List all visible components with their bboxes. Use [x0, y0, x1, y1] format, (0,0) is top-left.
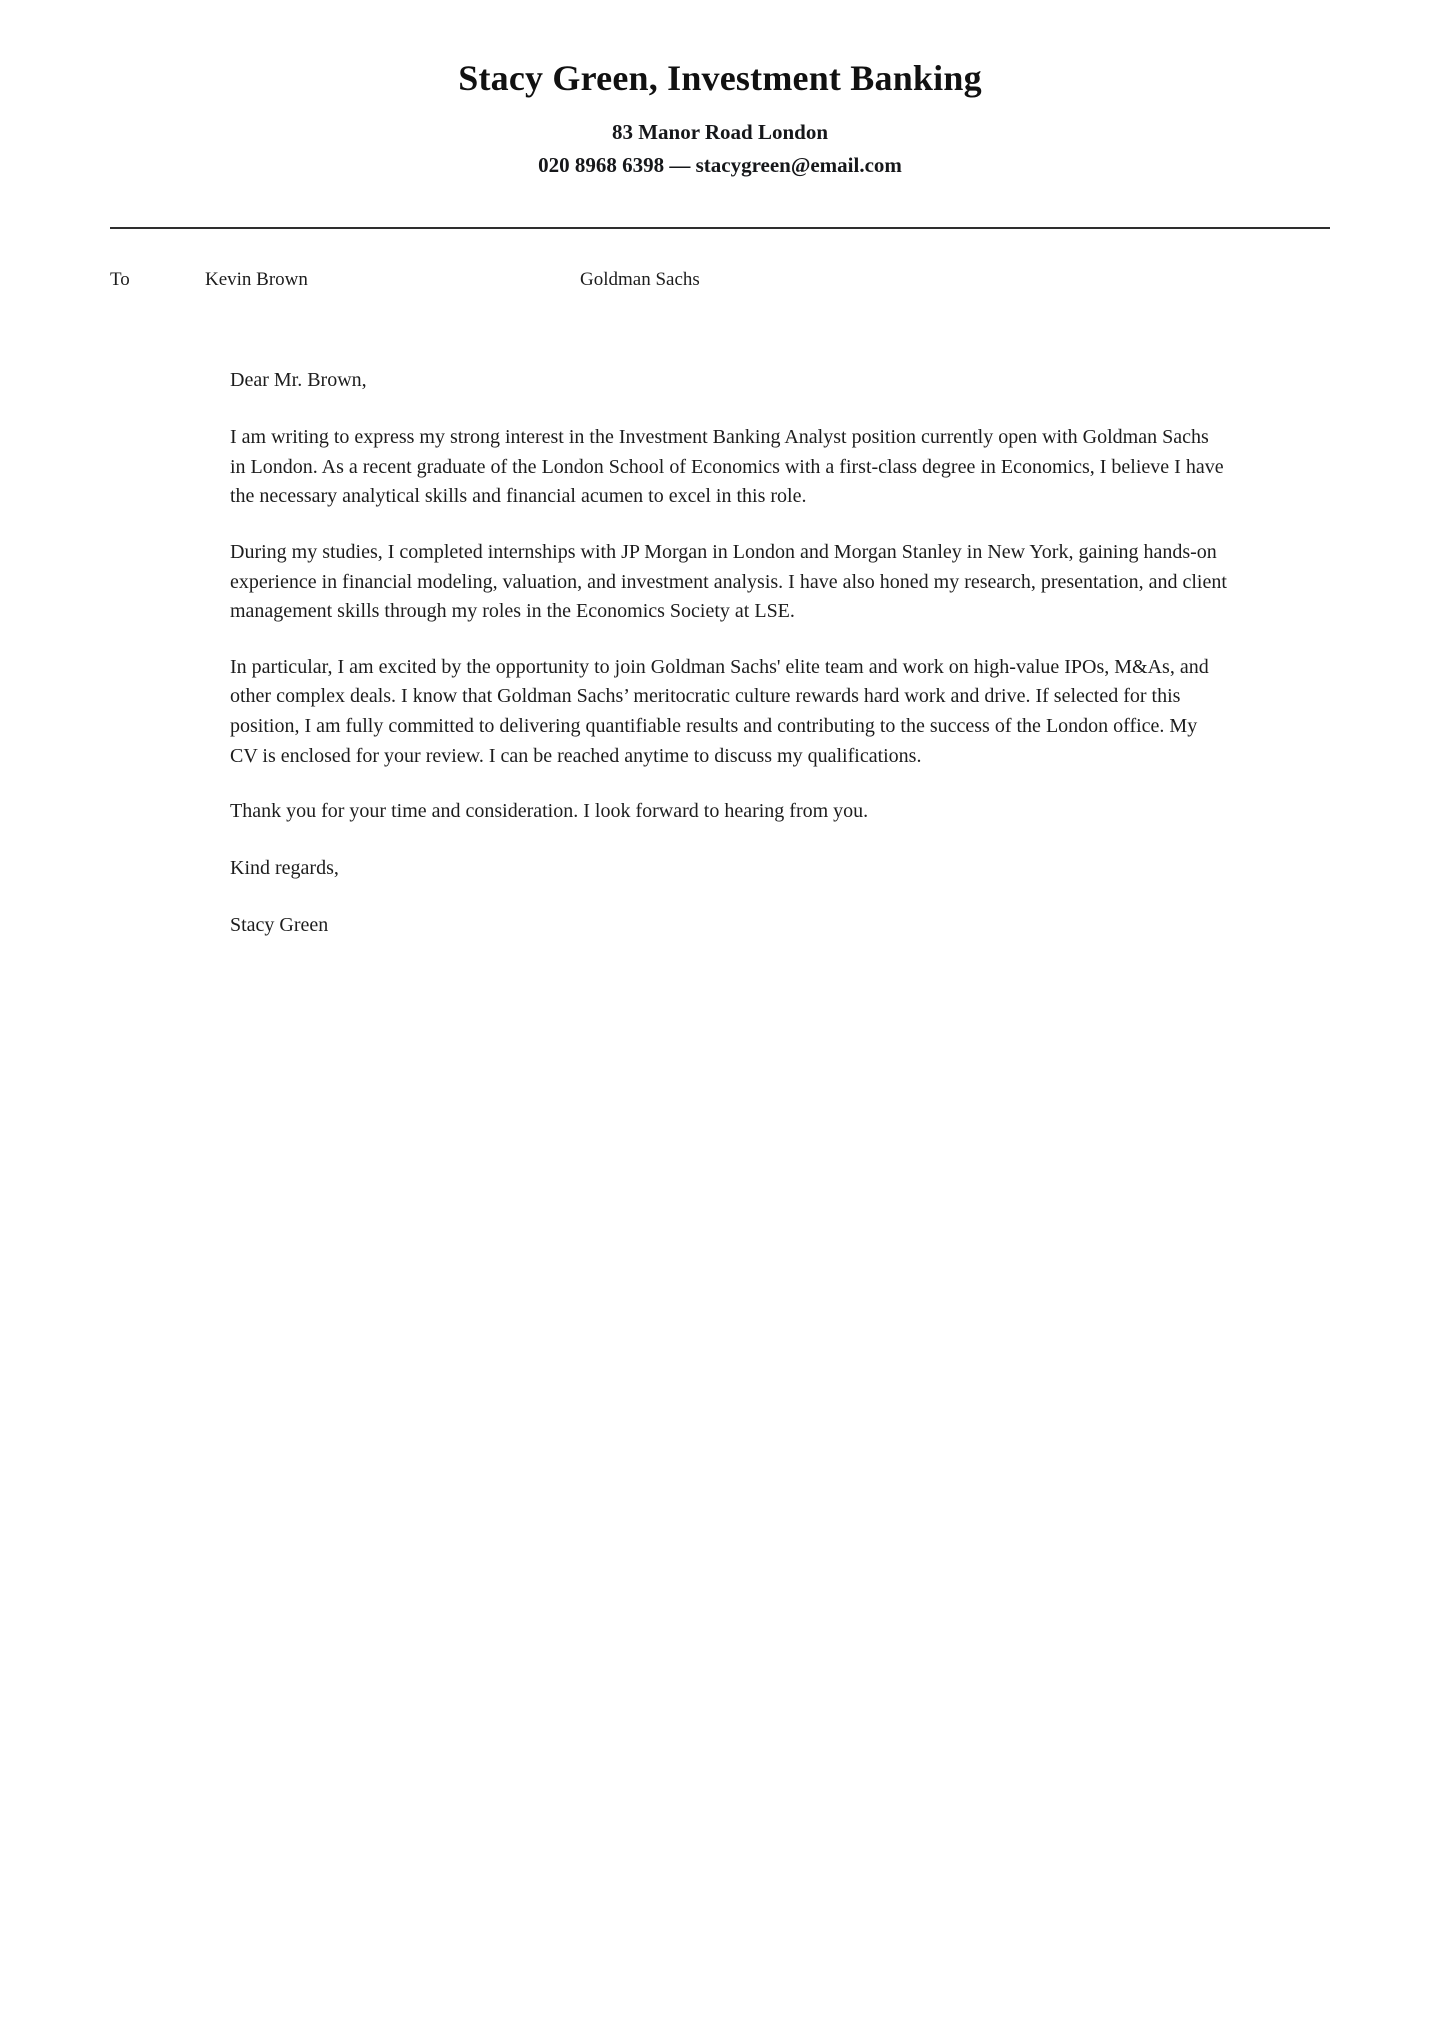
letterhead — [0, 0, 1440, 180]
signature-name: Stacy Green — [230, 913, 329, 936]
body-paragraph-3: In particular, I am excited by the opportunity to join Goldman Sachs' elite team and work on high-value IPOs, M&As, and other complex deals. I know that Goldman Sachs’ meritocratic culture rewards hard work and drive. If selected for this position, I am fully committed to delivering quantifiable results and contributing to the success of the London office. My CV is enclosed for your review. I can be reached anytime to discuss my qualifications. — [230, 655, 1209, 767]
closing-salutation: Kind regards, — [230, 856, 339, 879]
header-divider — [110, 227, 1330, 229]
salutation: Dear Mr. Brown, — [230, 369, 367, 392]
letterhead-address: 83 Manor Road London — [611, 120, 829, 144]
recipient-name: Kevin Brown — [205, 268, 308, 290]
body-paragraph-2: During my studies, I completed internships with JP Morgan in London and Morgan Stanley in New York, gaining hands-on experience in financial modeling, valuation, and investment analysis. I have also honed my research, presentation, and client management skills through my roles in the Economics Society at LSE. — [230, 540, 1227, 623]
body-paragraph-1: I am writing to express my strong interest in the Investment Banking Analyst position currently open with Goldman Sachs in London. As a recent graduate of the London School of Economics with a first-class degree in Economics, I believe I have the necessary analytical skills and financial acumen to excel in this role. — [230, 426, 1224, 508]
letter-body — [0, 365, 1440, 940]
body-paragraph-4: Thank you for your time and consideration. I look forward to hearing from you. — [230, 800, 869, 823]
letterhead-contact: 020 8968 6398 — stacygreen@email.com — [538, 153, 902, 178]
recipient-block — [0, 267, 1440, 294]
recipient-label: To — [110, 268, 130, 290]
recipient-company: Goldman Sachs — [580, 268, 700, 290]
page-title: Stacy Green, Investment Banking — [458, 58, 982, 98]
header-divider-wrap — [0, 227, 1440, 229]
